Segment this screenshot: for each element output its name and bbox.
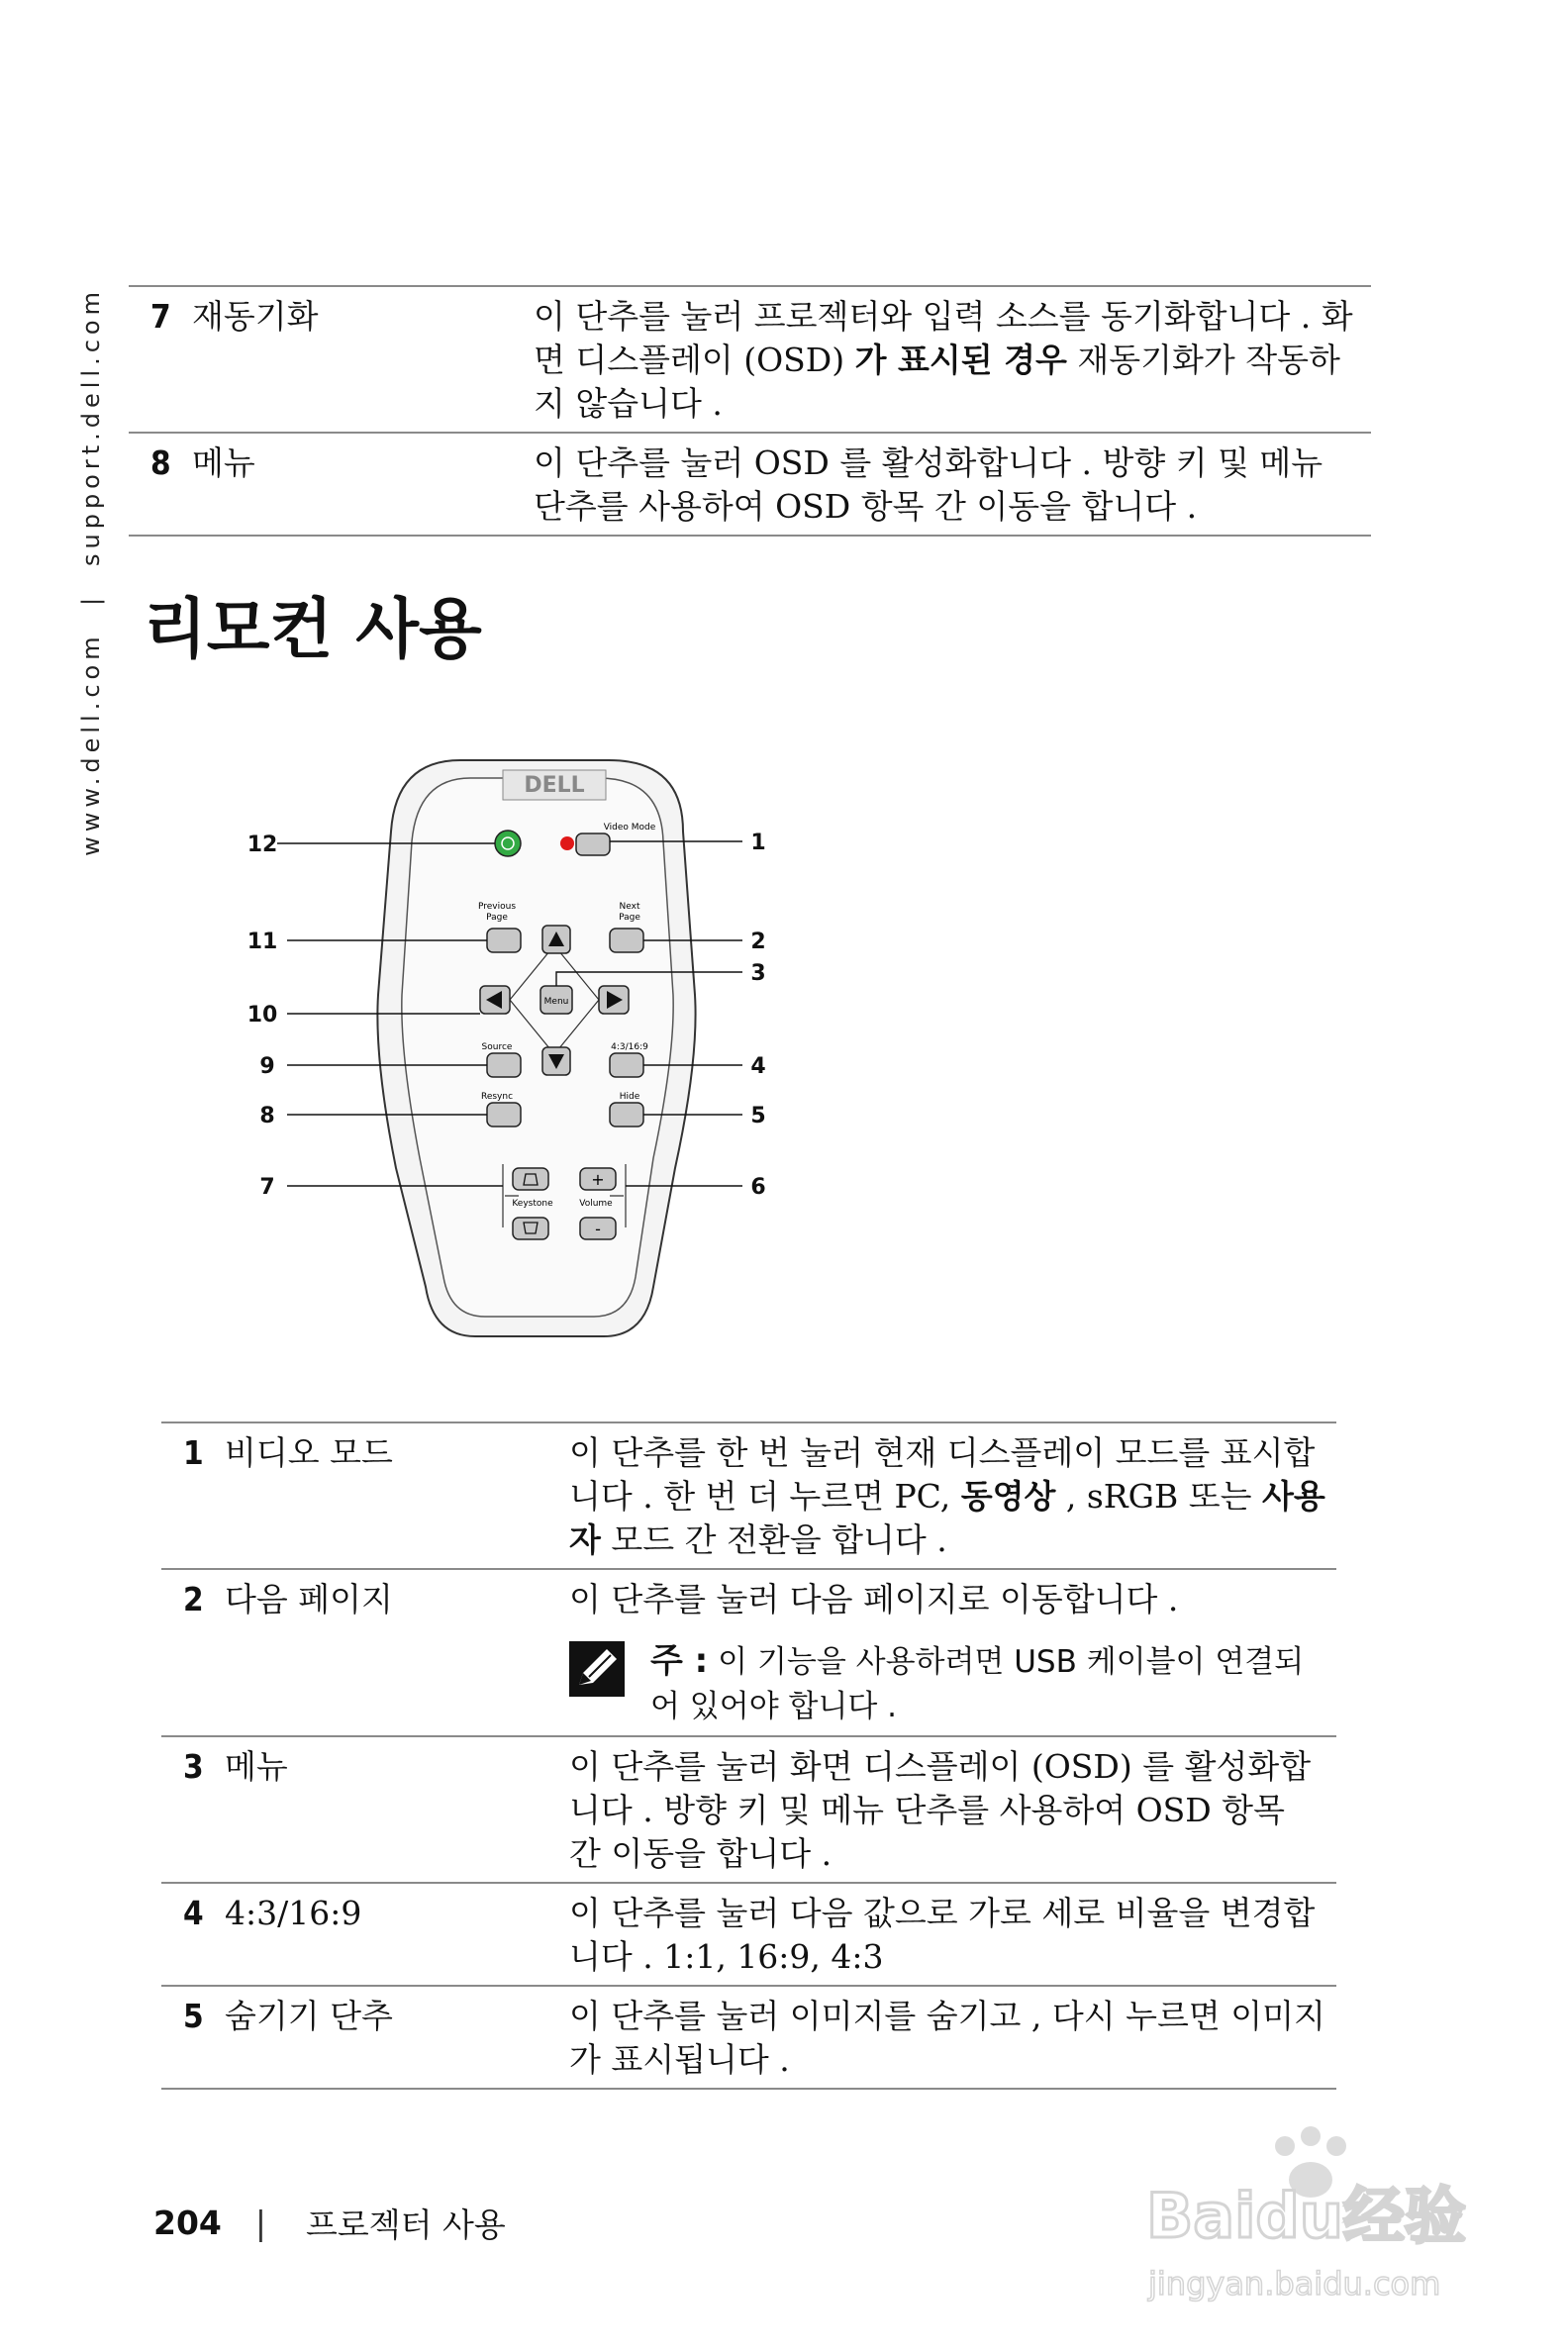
resync-label: Resync — [480, 1092, 514, 1102]
source-button[interactable] — [487, 1053, 521, 1077]
row-number: 2 — [183, 1580, 204, 1618]
resync-button[interactable] — [487, 1103, 521, 1127]
table-row — [161, 1569, 1336, 1736]
volume-up-icon: + — [591, 1170, 605, 1189]
side-url-right: support.dell.com — [77, 287, 105, 566]
aspect-label: 4:3/16:9 — [611, 1042, 648, 1052]
callout-3: 3 — [750, 961, 766, 986]
source-label: Source — [481, 1042, 513, 1052]
power-button[interactable] — [495, 831, 521, 856]
keystone-up-button[interactable] — [513, 1168, 548, 1190]
next-page-button[interactable] — [610, 929, 643, 952]
page-number: 204 — [153, 2204, 222, 2242]
brand-logo: DELL — [524, 773, 585, 798]
table-row — [129, 433, 1371, 536]
row-name: 메뉴 — [192, 443, 255, 482]
row-name: 비디오 모드 — [225, 1433, 393, 1472]
table-row — [129, 286, 1371, 433]
row-name: 숨기기 단추 — [225, 1997, 393, 2035]
row-number: 4 — [183, 1894, 204, 1932]
callout-1: 1 — [750, 831, 766, 855]
table-row — [161, 1883, 1336, 1986]
watermark-brand: Baidu经验 — [1146, 2180, 1466, 2252]
row-number: 7 — [150, 297, 171, 336]
volume-label: Volume — [579, 1199, 613, 1209]
video-mode-button[interactable] — [576, 833, 610, 855]
row-number: 1 — [183, 1433, 204, 1472]
side-url-left: www.dell.com — [77, 632, 105, 856]
note — [569, 1639, 1326, 1729]
callout-5: 5 — [750, 1104, 766, 1128]
row-number: 8 — [150, 443, 171, 482]
button-table-bottom — [161, 1421, 1336, 2090]
volume-down-icon: - — [595, 1220, 601, 1238]
callout-8: 8 — [259, 1104, 275, 1128]
callout-4: 4 — [750, 1054, 766, 1079]
callout-7: 7 — [259, 1175, 275, 1200]
table-row — [161, 1422, 1336, 1569]
note-text: 이 기능을 사용하려면 USB 케이블이 연결되어 있어야 합니다 . — [650, 1644, 1305, 1724]
side-url — [77, 287, 105, 856]
row-number: 5 — [183, 1997, 204, 2035]
keystone-label: Keystone — [512, 1199, 553, 1209]
row-description: 이 단추를 눌러 다음 값으로 가로 세로 비율을 변경합니다 . 1:1, 16:9, 4:3 — [569, 1894, 1316, 1976]
row-description: 이 단추를 눌러 화면 디스플레이 (OSD) 를 활성화합니다 . 방향 키 및 메뉴 단추를 사용하여 OSD 항목 간 이동을 합니다 . — [569, 1747, 1312, 1873]
side-url-separator: | — [77, 592, 105, 606]
next-page-label: Next Page — [619, 902, 640, 923]
callout-2: 2 — [750, 930, 766, 954]
watermark-url: jingyan.baidu.com — [1148, 2265, 1441, 2303]
callout-9: 9 — [259, 1054, 275, 1079]
table-row — [161, 1986, 1336, 2089]
row-description: 이 단추를 눌러 프로젝터와 입력 소스를 동기화합니다 . 화면 디스플레이 (OSD) 가 표시된 경우 재동기화가 작동하지 않습니다 . — [534, 297, 1353, 423]
baidu-watermark — [1136, 2118, 1493, 2306]
callout-6: 6 — [750, 1175, 766, 1200]
row-number: 3 — [183, 1747, 204, 1786]
callout-11: 11 — [246, 930, 278, 954]
row-description: 이 단추를 눌러 다음 페이지로 이동합니다 . 주 : 이 기능을 사용하려면 USB 케이블이 연결되어 있어야 합니다 . — [569, 1569, 1336, 1736]
row-description: 이 단추를 눌러 OSD 를 활성화합니다 . 방향 키 및 메뉴 단추를 사용하여 OSD 항목 간 이동을 합니다 . — [534, 443, 1323, 526]
remote-control-diagram — [246, 752, 792, 1366]
row-name: 재동기화 — [192, 297, 319, 336]
row-name: 다음 페이지 — [225, 1580, 393, 1618]
hide-label: Hide — [619, 1092, 640, 1102]
row-name: 4:3/16:9 — [225, 1894, 362, 1932]
row-name: 메뉴 — [225, 1747, 288, 1786]
chapter-title: 프로젝터 사용 — [306, 2205, 506, 2244]
button-table-top — [129, 285, 1371, 537]
keystone-down-button[interactable] — [513, 1218, 548, 1239]
aspect-button[interactable] — [610, 1053, 643, 1077]
page-footer — [153, 2200, 506, 2246]
section-title: 리모컨 사용 — [144, 591, 482, 667]
menu-label: Menu — [543, 997, 569, 1007]
row-description: 이 단추를 한 번 눌러 현재 디스플레이 모드를 표시합니다 . 한 번 더 누르면 PC, 동영상 , sRGB 또는 사용자 모드 간 전환을 합니다 . — [569, 1433, 1325, 1559]
footer-separator: | — [254, 2204, 267, 2242]
row-description: 이 단추를 눌러 이미지를 숨기고 , 다시 누르면 이미지가 표시됩니다 . — [569, 1997, 1325, 2079]
previous-page-label: Previous Page — [477, 902, 517, 923]
callout-12: 12 — [246, 833, 278, 857]
previous-page-button[interactable] — [487, 929, 521, 952]
table-row — [161, 1736, 1336, 1883]
note-pencil-icon — [569, 1641, 625, 1697]
video-mode-label: Video Mode — [603, 823, 656, 833]
note-label: 주 : — [650, 1641, 709, 1681]
status-led — [560, 836, 574, 850]
hide-button[interactable] — [610, 1103, 643, 1127]
callout-10: 10 — [246, 1003, 278, 1028]
